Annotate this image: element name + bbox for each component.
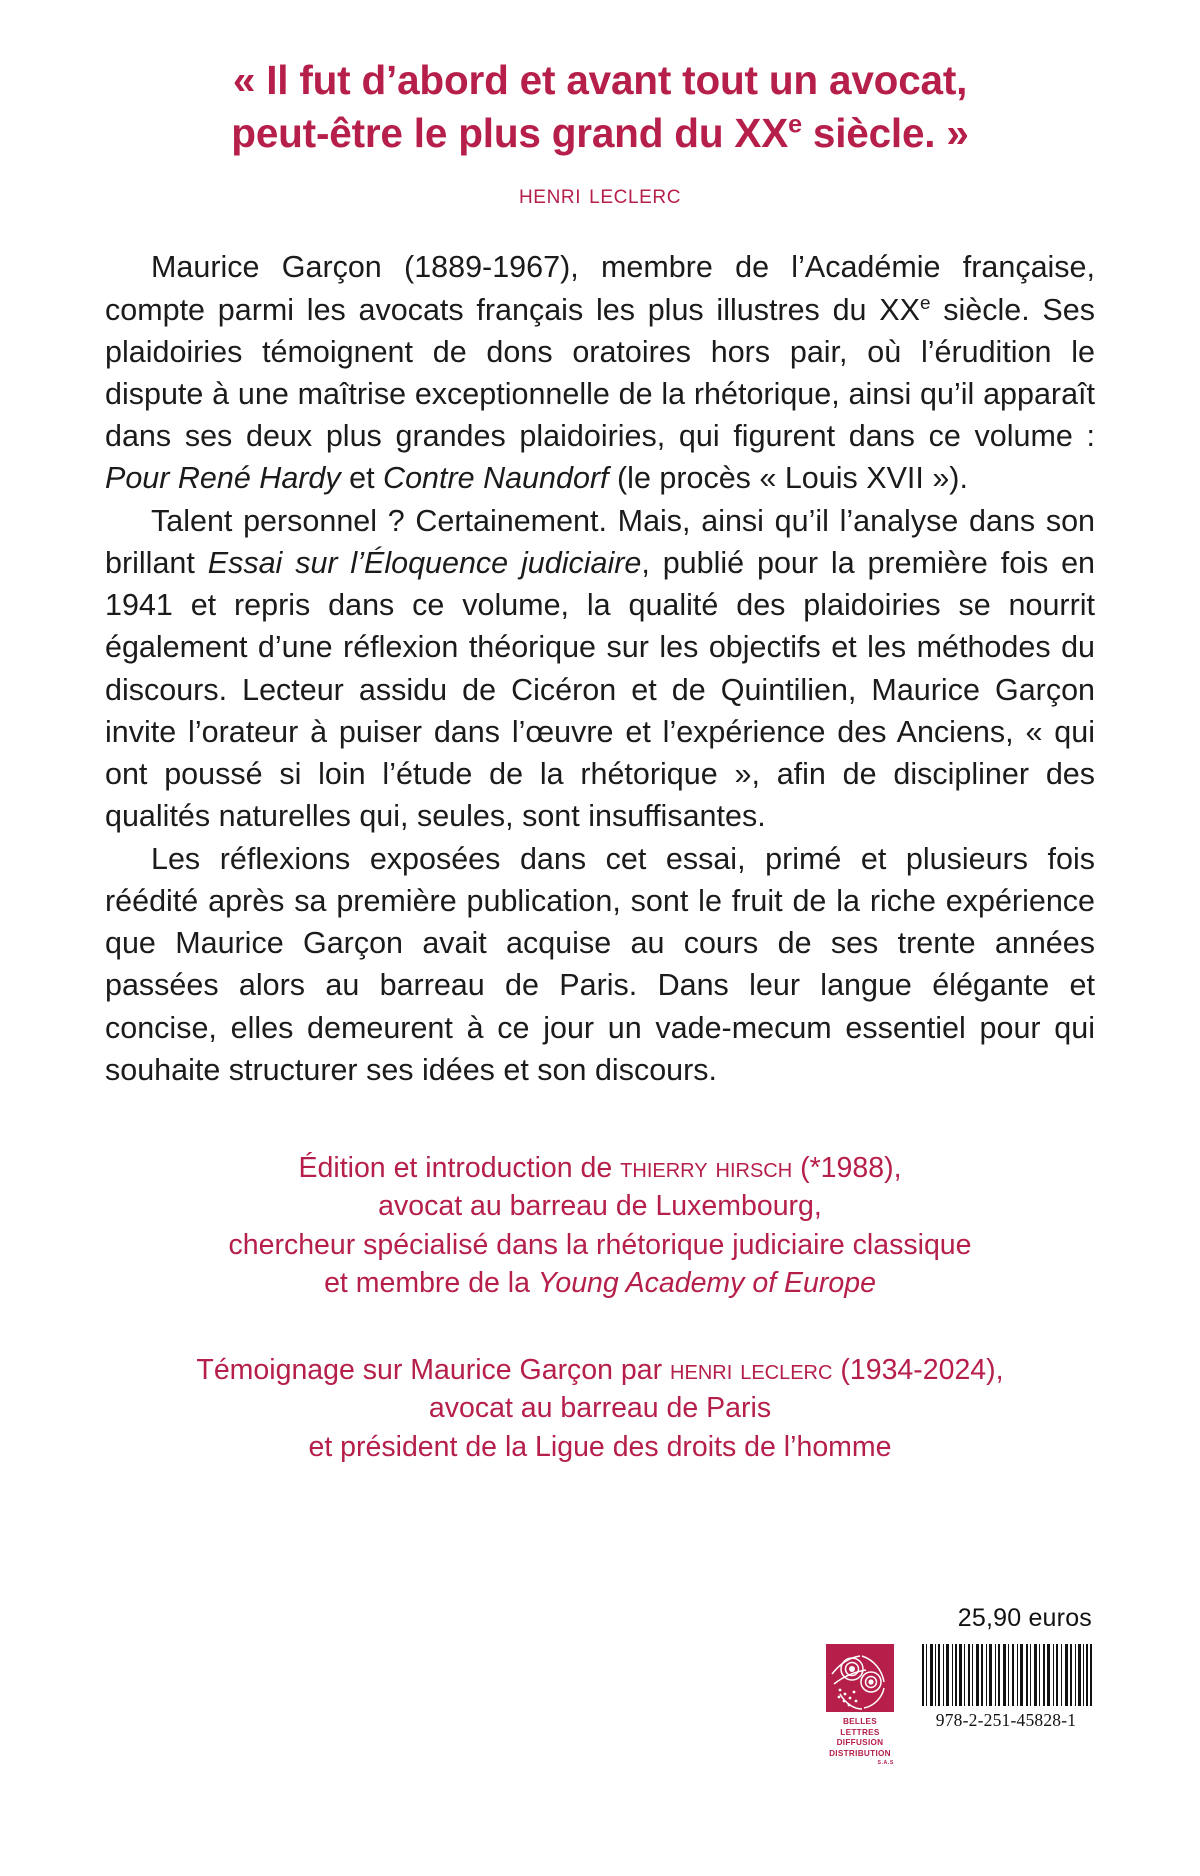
price-label: 25,90 euros [957,1604,1092,1632]
owl-logo-icon [826,1644,894,1712]
editor-credits-line-4-prefix: et membre de la [324,1267,538,1300]
testimony-author-dates: (1934-2024), [832,1353,1004,1386]
publisher-name-line-3: DISTRIBUTION [829,1748,891,1758]
book-title-essai-eloquence: Essai sur l’Éloquence judiciaire [207,545,642,580]
publisher-logo-caption [826,1717,894,1767]
blurb-paragraph-1 [105,246,1095,499]
book-title-pour-rene-hardy: Pour René Hardy [105,461,341,496]
organization-young-academy-of-europe: Young Academy of Europe [537,1267,876,1300]
cover-footer [0,1604,1200,1824]
paragraph-2-part-b: , publié pour la première fois en 1941 et repris dans ce volume, la qualité des plaidoiries se nourrit également d’une réflexion théorique sur les objectifs et les méthodes du discours. Lecteur assidu de Cicéron et de Quintilien, Maurice Garçon invite l’orateur à puiser dans l’œuvre et l’expérience des Anciens, « qui ont poussé si loin l’étude de la rhétorique », afin de discipliner des qualités naturelles qui, seules, sont insuffisantes. [105,545,1096,834]
pull-quote-line-1: « Il fut d’abord et avant tout un avocat, [232,57,968,103]
barcode-block [920,1644,1092,1731]
testimony-credits-line-1 [90,1351,1110,1389]
editor-credits-line-1 [90,1149,1110,1187]
footer-marks [826,1644,1092,1767]
editor-credits-line-4 [90,1264,1110,1302]
publisher-name-line-1: BELLES LETTRES [840,1717,880,1737]
publisher-legal-form: S.A.S [877,1760,894,1766]
editor-credits-prefix: Édition et introduction de [298,1151,621,1184]
pull-quote-block [0,0,1200,210]
editor-birth-year: (*1988), [792,1151,902,1184]
pull-quote-line-2-tail: siècle. » [801,109,969,156]
paragraph-1-part-a: Maurice Garçon (1889-1967), membre de l’Académie française, compte parmi les avocats français les plus illustres du XX [105,250,1095,327]
testimony-credits-line-3: et président de la Ligue des droits de l’homme [308,1430,892,1463]
paragraph-1-part-b: siècle. Ses plaidoiries témoignent de dons oratoires hors pair, où l’érudition le dispute à une maîtrise exceptionnelle de la rhétorique, ainsi qu’il apparaît dans ses deux plus grandes plaidoiries, qui figurent dans ce volume : [105,292,1095,454]
paragraph-1-ordinal: e [919,292,931,314]
pull-quote-line-2 [105,107,1095,160]
ordinal-superscript: e [788,110,802,139]
editor-name: thierry hirsch [620,1151,793,1184]
testimony-credits-prefix: Témoignage sur Maurice Garçon par [196,1353,671,1386]
isbn-number: 978-2-251-45828-1 [935,1710,1077,1730]
testimony-author-name: henri leclerc [670,1353,833,1386]
editor-credits-line-3: chercheur spécialisé dans la rhétorique judiciaire classique [228,1228,972,1261]
blurb-paragraph-2 [105,500,1095,838]
editor-credits-line-2: avocat au barreau de Luxembourg, [378,1190,822,1223]
pull-quote-line-2-text: peut-être le plus grand du XX [231,109,789,156]
testimony-credits [0,1351,1200,1466]
barcode-icon [920,1644,1092,1706]
blurb-body [0,246,1200,1091]
pull-quote [105,54,1095,159]
blurb-paragraph-3: Les réflexions exposées dans cet essai, primé et plusieurs fois réédité après sa première publication, sont le fruit de la riche expérience que Maurice Garçon avait acquise au cours de ses trente années passées alors au barreau de Paris. Dans leur langue élégante et concise, elles demeurent à ce jour un vade-mecum essentiel pour qui souhaite structurer ses idées et son discours. [105,841,1095,1087]
testimony-credits-line-2: avocat au barreau de Paris [428,1392,772,1425]
pull-quote-attribution: henri leclerc [518,179,682,210]
paragraph-1-part-d: (le procès « Louis XVII »). [608,461,968,496]
publisher-name-line-2: DIFFUSION [836,1738,884,1747]
paragraph-1-conjunction: et [340,461,384,496]
book-title-contre-naundorf: Contre Naundorf [383,461,609,496]
editor-credits [0,1149,1200,1303]
paragraph-2-part-a: Talent personnel ? Certainement. Mais, ainsi qu’il l’analyse dans son brillant [105,503,1095,580]
publisher-logo [826,1644,894,1767]
